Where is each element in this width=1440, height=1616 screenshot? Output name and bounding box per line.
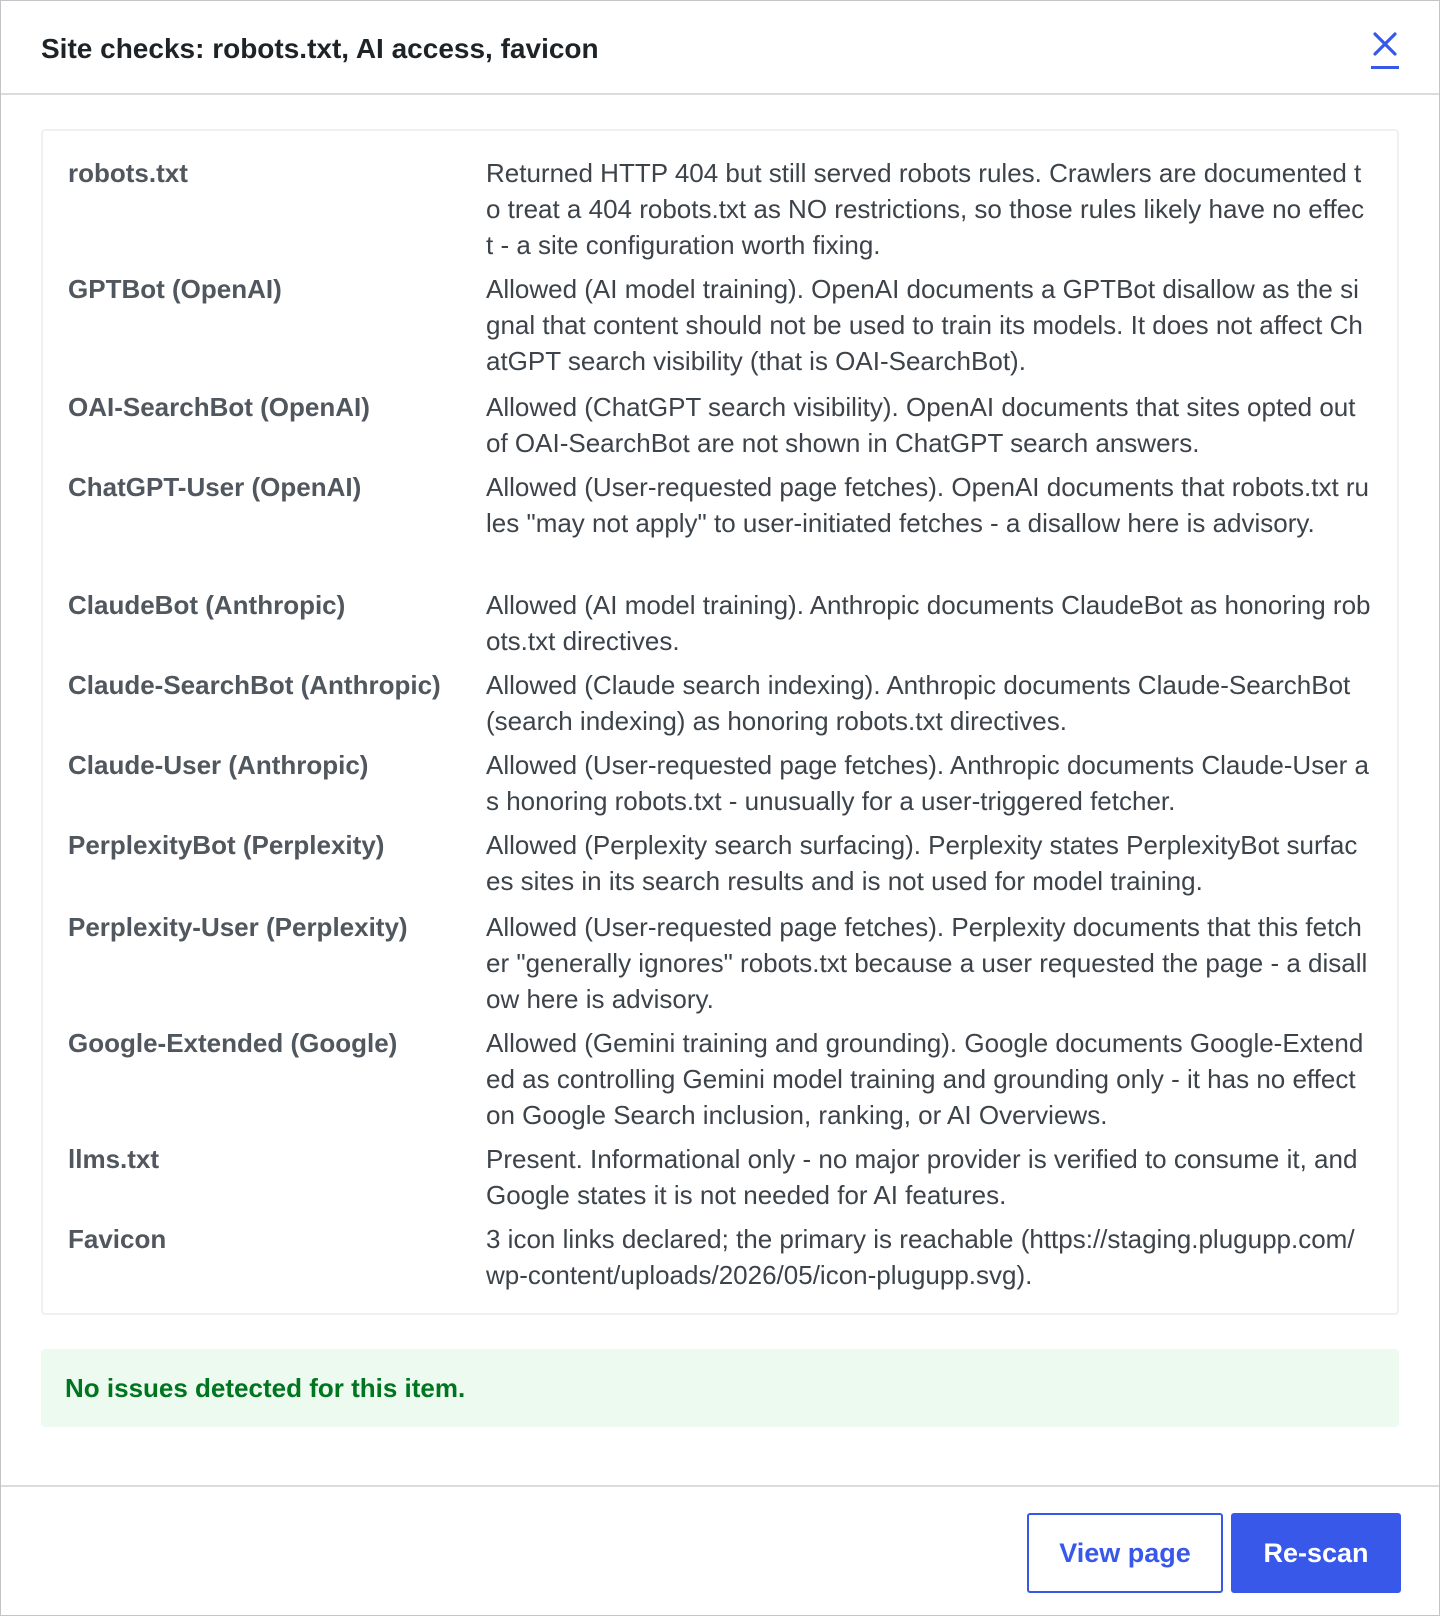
check-name: Claude-SearchBot (Anthropic) xyxy=(68,670,441,700)
check-name: ChatGPT-User (OpenAI) xyxy=(68,472,362,502)
check-name: GPTBot (OpenAI) xyxy=(68,274,282,304)
check-description: Allowed (User-requested page fetches). OpenAI documents that robots.txt rules "may not apply" to user-initiated fetches - a disallow here is advisory. xyxy=(486,472,1370,538)
success-notice xyxy=(41,1349,1399,1427)
check-description: Allowed (Gemini training and grounding). Google documents Google-Extended as controlling Gemini model training and grounding only - it has no effect on Google Search inclusion, ranking, or AI Overviews. xyxy=(486,1028,1364,1130)
close-icon xyxy=(1372,31,1398,57)
check-description: Allowed (Perplexity search surfacing). Perplexity states PerplexityBot surfaces sites in its search results and is not used for model training. xyxy=(486,830,1358,896)
check-name: OAI-SearchBot (OpenAI) xyxy=(68,392,370,422)
check-name: Perplexity-User (Perplexity) xyxy=(68,912,408,942)
check-name: PerplexityBot (Perplexity) xyxy=(68,830,385,860)
check-name: llms.txt xyxy=(68,1144,160,1174)
check-description: Allowed (User-requested page fetches). Perplexity documents that this fetcher "generally ignores" robots.txt because a user requested the page - a disallow here is advisory. xyxy=(486,912,1368,1014)
check-description: Present. Informational only - no major provider is verified to consume it, and Google states it is not needed for AI features. xyxy=(486,1144,1358,1210)
modal-footer xyxy=(1,1485,1439,1615)
check-name: robots.txt xyxy=(68,158,188,188)
check-name: Claude-User (Anthropic) xyxy=(68,750,369,780)
check-description: Allowed (User-requested page fetches). Anthropic documents Claude-User as honoring robots.txt - unusually for a user-triggered fetcher. xyxy=(486,750,1370,816)
check-description: Allowed (Claude search indexing). Anthropic documents Claude-SearchBot (search indexing) as honoring robots.txt directives. xyxy=(486,670,1351,736)
check-name: ClaudeBot (Anthropic) xyxy=(68,590,346,620)
notice-text: No issues detected for this item. xyxy=(65,1373,466,1403)
view-page-button[interactable]: View page xyxy=(1027,1513,1223,1593)
check-description: Returned HTTP 404 but still served robots rules. Crawlers are documented to treat a 404 robots.txt as NO restrictions, so those rules likely have no effect - a site configuration worth fixing. xyxy=(486,158,1365,260)
check-description: Allowed (AI model training). OpenAI documents a GPTBot disallow as the signal that content should not be used to train its models. It does not affect ChatGPT search visibility (that is OAI-SearchBot). xyxy=(486,274,1363,376)
check-description: 3 icon links declared; the primary is reachable (https://staging.plugupp.com/wp-content/uploads/2026/05/icon-plugupp.svg). xyxy=(486,1224,1355,1290)
rescan-button[interactable]: Re-scan xyxy=(1231,1513,1401,1593)
check-description: Allowed (AI model training). Anthropic documents ClaudeBot as honoring robots.txt directives. xyxy=(486,590,1371,656)
modal-header xyxy=(1,1,1439,95)
close-button[interactable] xyxy=(1369,31,1401,71)
checks-table xyxy=(41,129,1399,1315)
modal-title: Site checks: robots.txt, AI access, favicon xyxy=(41,33,599,64)
close-underline xyxy=(1371,66,1399,69)
check-name: Favicon xyxy=(68,1224,167,1254)
check-description: Allowed (ChatGPT search visibility). OpenAI documents that sites opted out of OAI-SearchBot are not shown in ChatGPT search answers. xyxy=(486,392,1356,458)
check-name: Google-Extended (Google) xyxy=(68,1028,398,1058)
